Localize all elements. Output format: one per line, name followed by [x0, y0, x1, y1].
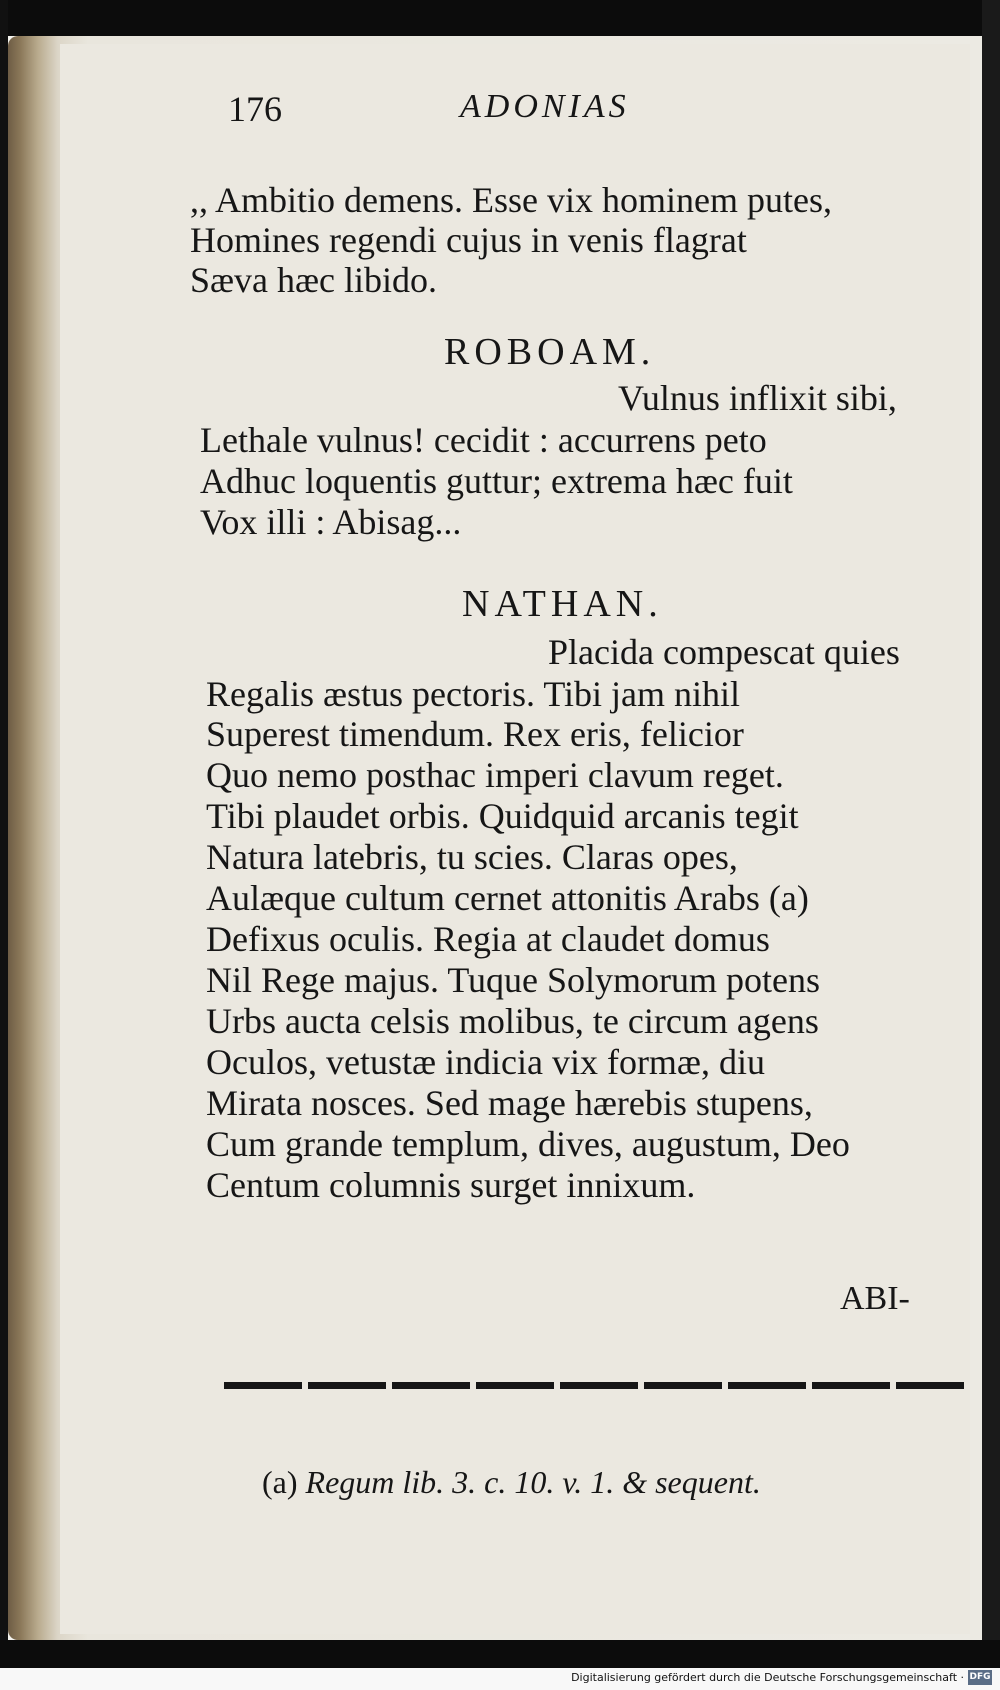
footnote-rule — [224, 1382, 964, 1389]
verse-line: Adhuc loquentis guttur; extrema hæc fuit — [200, 461, 793, 501]
scan-left-border — [0, 0, 8, 1690]
verse-line: Centum columnis surget innixum. — [206, 1165, 696, 1205]
footnote-text: Regum lib. 3. c. 10. v. 1. & sequent. — [305, 1464, 761, 1500]
running-head — [0, 88, 1000, 138]
verse-line: Sæva hæc libido. — [190, 260, 438, 300]
footnote-marker: (a) — [262, 1464, 298, 1500]
catchword: ABI- — [840, 1280, 910, 1317]
verse-line: Natura latebris, tu scies. Claras opes, — [206, 837, 738, 877]
page-number: 176 — [228, 89, 282, 129]
scan-bottom-border — [0, 1640, 1000, 1668]
verse-line: Aulæque cultum cernet attonitis Arabs (a) — [206, 878, 809, 918]
verse-line: ,, Ambitio demens. Esse vix hominem putes, — [190, 180, 832, 220]
verse-line: Mirata nosces. Sed mage hærebis stupens, — [206, 1083, 813, 1123]
verse-line: Vulnus inflixit sibi, — [618, 378, 897, 418]
verse-line: Nil Rege majus. Tuque Solymorum potens — [206, 960, 821, 1000]
scan-top-border — [0, 0, 1000, 36]
verse-line: Regalis æstus pectoris. Tibi jam nihil — [206, 674, 741, 714]
speaker-name: NATHAN. — [462, 583, 663, 625]
verse-line: Tibi plaudet orbis. Quidquid arcanis tegit — [206, 796, 799, 836]
verse-line: Superest timendum. Rex eris, felicior — [206, 714, 744, 754]
verse-line: Defixus oculis. Regia at claudet domus — [206, 919, 770, 959]
verse-line: Quo nemo posthac imperi clavum reget. — [206, 755, 784, 795]
dfg-logo: DFG — [968, 1670, 992, 1685]
speaker-name: ROBOAM. — [444, 331, 656, 373]
verse-line: Oculos, vetustæ indicia vix formæ, diu — [206, 1042, 765, 1082]
footnote — [262, 1464, 761, 1501]
verse-line: Placida compescat quies — [548, 632, 900, 672]
digitization-footer — [0, 1668, 1000, 1690]
verse-line: Urbs aucta celsis molibus, te circum agens — [206, 1001, 819, 1041]
digitization-credit: Digitalisierung gefördert durch die Deutsche Forschungsgemeinschaft · — [571, 1671, 964, 1684]
running-title: ADONIAS — [460, 88, 630, 125]
scan-right-border — [982, 0, 1000, 1690]
verse-line: Cum grande templum, dives, augustum, Deo — [206, 1124, 850, 1164]
verse-line: Vox illi : Abisag... — [200, 502, 462, 542]
verse-line: Lethale vulnus! cecidit : accurrens peto — [200, 420, 767, 460]
verse-line: Homines regendi cujus in venis flagrat — [190, 220, 747, 260]
